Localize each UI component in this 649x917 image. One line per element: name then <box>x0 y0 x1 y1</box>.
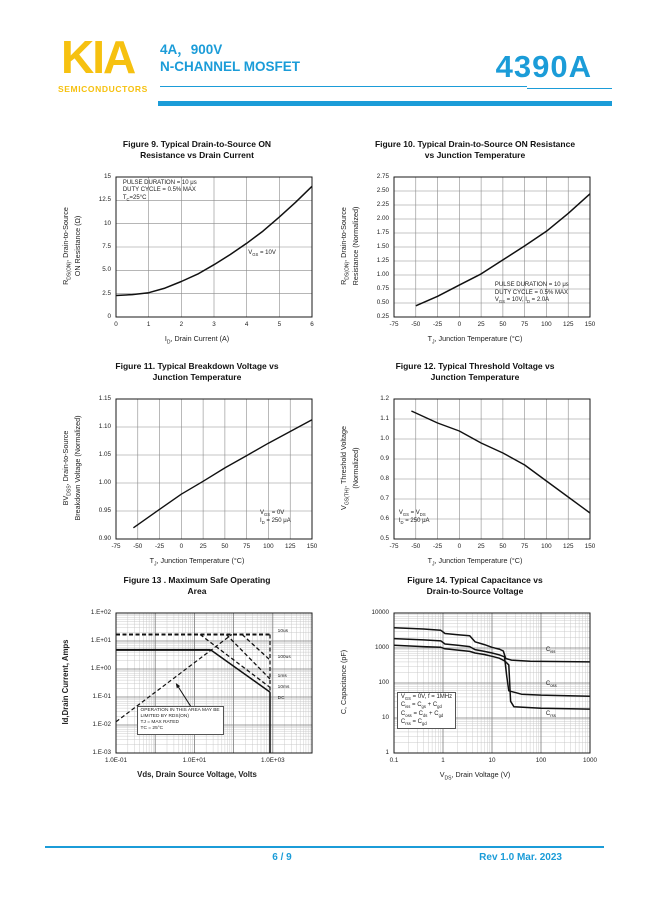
y-tick-label: 2.5 <box>102 289 111 297</box>
x-tick-label: 1.0E+01 <box>182 757 207 764</box>
figure-title-line2: Junction Temperature <box>152 372 242 382</box>
x-axis-label: Vds, Drain Source Voltage, Volts <box>137 770 257 779</box>
x-axis-label: $T_J$, Junction Temperature (°C) <box>427 556 523 568</box>
y-tick-label: 0.95 <box>98 507 111 514</box>
y-tick-label: 1.E-01 <box>92 693 111 700</box>
y-axis-label: Id,Drain Current, Amps <box>61 639 70 725</box>
figure-title-line2: Junction Temperature <box>430 372 520 382</box>
x-tick-label: 0 <box>114 321 118 328</box>
y-tick-label: 0.50 <box>376 299 389 306</box>
y-tick-label: 2.25 <box>376 201 389 208</box>
figure-panel-fig11 <box>58 356 336 574</box>
x-tick-label: 125 <box>284 543 296 550</box>
x-axis-label: $T_J$, Junction Temperature (°C) <box>149 556 245 568</box>
y-tick-label: 5.0 <box>102 266 111 274</box>
curve-label: $V_{GS} = 10V$ <box>248 250 276 258</box>
x-tick-label: -50 <box>133 543 143 550</box>
y-tick-label: 1.05 <box>98 451 111 458</box>
x-tick-label: 125 <box>562 543 574 550</box>
plot-annotation: $V_{GS} = 0V$, f = 1MHz $C_{iss} = C_{gs} + C_{gd}$ $C_{oss} = C_{ds} + C_{gd}$ $C_{rss} = C_{gd}$ <box>397 692 456 730</box>
y-tick-label: 1000 <box>374 644 389 651</box>
x-tick-label: -25 <box>154 543 165 550</box>
figure-title-line2: Drain-to-Source Voltage <box>426 586 524 596</box>
y-axis-label: $V_{GS(TH)}$, Threshold Voltage (Normalized) <box>339 426 360 510</box>
x-tick-label: -25 <box>432 543 443 550</box>
figure-title: Figure 14. Typical Capacitance vs <box>407 575 543 585</box>
y-tick-label: 1.00 <box>98 479 111 486</box>
y-tick-label: 1.10 <box>98 423 111 430</box>
figure-title: Figure 12. Typical Threshold Voltage vs <box>395 361 555 371</box>
x-tick-label: 125 <box>562 321 574 328</box>
figure-panel-fig13 <box>58 570 336 788</box>
y-tick-label: 1.50 <box>376 243 389 250</box>
x-tick-label: 1.0E+03 <box>260 757 285 764</box>
y-tick-label: 0 <box>107 313 111 320</box>
x-tick-label: 100 <box>535 757 547 764</box>
x-tick-label: 50 <box>221 543 229 550</box>
x-axis-label: $I_D$, Drain Current (A) <box>164 334 230 346</box>
y-tick-label: 1 <box>385 749 389 756</box>
y-tick-label: 10 <box>103 219 111 227</box>
figure-title: Figure 10. Typical Drain-to-Source ON Resistance <box>374 139 576 149</box>
y-axis-label: $BV_{DSS}$, Drain-to-Source Breakdown Voltage (Normalized) <box>61 415 82 521</box>
x-tick-label: 5 <box>277 321 282 328</box>
x-tick-label: 6 <box>310 321 314 328</box>
x-tick-label: 4 <box>244 321 249 328</box>
figure-panel-fig12 <box>336 356 614 574</box>
x-axis-label: $V_{DS}$, Drain Voltage (V) <box>439 770 511 782</box>
curve-label: $C_{oss}$ <box>545 680 557 688</box>
device-rating: 4A，900V <box>160 42 223 57</box>
y-tick-label: 1.E+02 <box>90 609 111 616</box>
device-type: N-CHANNEL MOSFET <box>160 59 300 74</box>
y-tick-label: 1.15 <box>98 395 111 402</box>
x-tick-label: 1000 <box>582 757 597 764</box>
y-tick-label: 1.75 <box>376 229 389 236</box>
y-tick-label: 2.00 <box>376 215 389 222</box>
curve-label: $C_{iss}$ <box>545 647 556 655</box>
part-number: 4390A <box>495 49 592 84</box>
y-tick-label: 0.90 <box>98 535 111 542</box>
x-tick-label: 50 <box>499 543 507 550</box>
y-tick-label: 7.5 <box>102 243 111 250</box>
curve-label: 10us <box>277 628 289 634</box>
curve-label: $C_{rss}$ <box>545 711 556 719</box>
curve-label: 100us <box>277 655 291 661</box>
x-tick-label: 0 <box>457 321 462 328</box>
y-tick-label: 0.25 <box>376 313 389 320</box>
y-tick-label: 100 <box>378 679 389 686</box>
x-tick-label: 1 <box>441 757 445 764</box>
y-tick-label: 0.75 <box>376 285 389 292</box>
figure-title: Figure 9. Typical Drain-to-Source ON <box>122 139 272 149</box>
revision-label: Rev 1.0 Mar. 2023 <box>479 852 562 863</box>
plot-annotation: OPERATION IN THIS AREA MAY BE LIMITED BY RDS(ON) TJ = MAX RATED TC = 25°C <box>137 706 224 735</box>
x-tick-label: 75 <box>521 543 529 550</box>
x-tick-label: 25 <box>477 321 485 328</box>
x-tick-label: 100 <box>541 543 552 550</box>
plot-annotation: $V_{GS} = 0V$ $I_D = 250$ μA <box>260 510 291 526</box>
x-tick-label: 1 <box>146 321 151 328</box>
footer-rule <box>45 846 604 848</box>
figure-title: Figure 13 . Maximum Safe Operating <box>123 575 271 585</box>
x-tick-label: -25 <box>432 321 443 328</box>
page-number: 6 / 9 <box>272 852 292 863</box>
y-tick-label: 0.7 <box>380 495 389 502</box>
x-tick-label: 25 <box>199 543 207 550</box>
x-tick-label: 75 <box>521 321 529 328</box>
y-tick-label: 15 <box>103 173 111 180</box>
plot-annotation: $V_{GS} = V_{DS}$ $I_D = 250$ μA <box>398 510 430 526</box>
x-tick-label: 75 <box>243 543 251 550</box>
x-tick-label: 0 <box>179 543 184 550</box>
y-tick-label: 0.6 <box>380 515 389 522</box>
y-tick-label: 0.8 <box>380 475 389 482</box>
x-tick-label: 100 <box>541 321 552 328</box>
y-tick-label: 1.E+01 <box>90 637 111 644</box>
figure-title-line2: Resistance vs Drain Current <box>140 150 254 160</box>
x-tick-label: 150 <box>584 321 596 328</box>
x-tick-label: 0 <box>457 543 462 550</box>
y-tick-label: 1.2 <box>380 395 389 402</box>
x-tick-label: -50 <box>411 321 421 328</box>
x-tick-label: 50 <box>499 321 507 328</box>
y-tick-label: 2.50 <box>376 187 389 194</box>
kia-logo: KIA <box>61 31 135 83</box>
plot-area-fig14 <box>393 612 591 754</box>
y-tick-label: 0.5 <box>380 535 389 542</box>
x-tick-label: -75 <box>389 543 399 550</box>
x-axis-label: $T_J$, Junction Temperature (°C) <box>427 334 523 346</box>
y-tick-label: 1.25 <box>376 257 389 264</box>
y-tick-label: 1.0 <box>380 435 389 442</box>
figure-panel-fig9 <box>58 134 336 352</box>
x-tick-label: 10 <box>488 757 496 764</box>
x-tick-label: -75 <box>111 543 121 550</box>
x-tick-label: -75 <box>389 321 399 328</box>
x-tick-label: 2 <box>179 321 184 328</box>
plot-annotation: PULSE DURATION = 10 μs DUTY CYCLE = 0.5% MAX $T_C=25^\circ C$ <box>122 180 197 202</box>
y-axis-label: C, Capacitance (pF) <box>339 649 348 715</box>
kia-logo-subtext: SEMICONDUCTORS <box>58 84 148 94</box>
y-axis-label: $R_{DS(ON)}$, Drain-to-Source ON Resistance (Ω) <box>61 207 82 285</box>
y-tick-label: 1.E+00 <box>90 665 111 672</box>
y-tick-label: 0.9 <box>380 455 389 462</box>
y-tick-label: 1.1 <box>380 415 389 422</box>
normalized-vgsth-vs-tj <box>411 411 590 513</box>
curve-label: 1ms <box>277 673 287 679</box>
y-tick-label: 10000 <box>371 609 389 616</box>
figure-title-line2: Area <box>187 586 207 596</box>
x-tick-label: 150 <box>584 543 596 550</box>
x-tick-label: -50 <box>411 543 421 550</box>
y-axis-label: $R_{DS(ON)}$, Drain-to-Source Resistance (Normalized) <box>339 206 360 286</box>
plot-annotation: PULSE DURATION = 10 μs DUTY CYCLE = 0.5% MAX $V_{GS} = 10V$, $I_D = 2.0A$ <box>494 282 569 304</box>
curve-label: DC <box>277 696 285 701</box>
figure-panel-fig14 <box>336 570 614 788</box>
x-tick-label: 1.0E-01 <box>104 757 128 764</box>
figure-panel-fig10 <box>336 134 614 352</box>
y-tick-label: 12.5 <box>98 196 111 204</box>
y-tick-label: 1.E-02 <box>92 721 111 728</box>
figure-title-line2: vs Junction Temperature <box>424 150 526 160</box>
x-tick-label: 100 <box>263 543 274 550</box>
y-tick-label: 1.00 <box>376 271 389 278</box>
y-tick-label: 1.E-03 <box>92 749 111 756</box>
y-tick-label: 10 <box>381 714 389 721</box>
x-tick-label: 3 <box>212 321 216 328</box>
x-tick-label: 25 <box>477 543 485 550</box>
x-tick-label: 150 <box>306 543 318 550</box>
y-tick-label: 2.75 <box>376 173 389 180</box>
figure-title: Figure 11. Typical Breakdown Voltage vs <box>115 361 279 371</box>
curve-label: 10ms <box>277 684 290 690</box>
x-tick-label: 0.1 <box>389 757 399 764</box>
